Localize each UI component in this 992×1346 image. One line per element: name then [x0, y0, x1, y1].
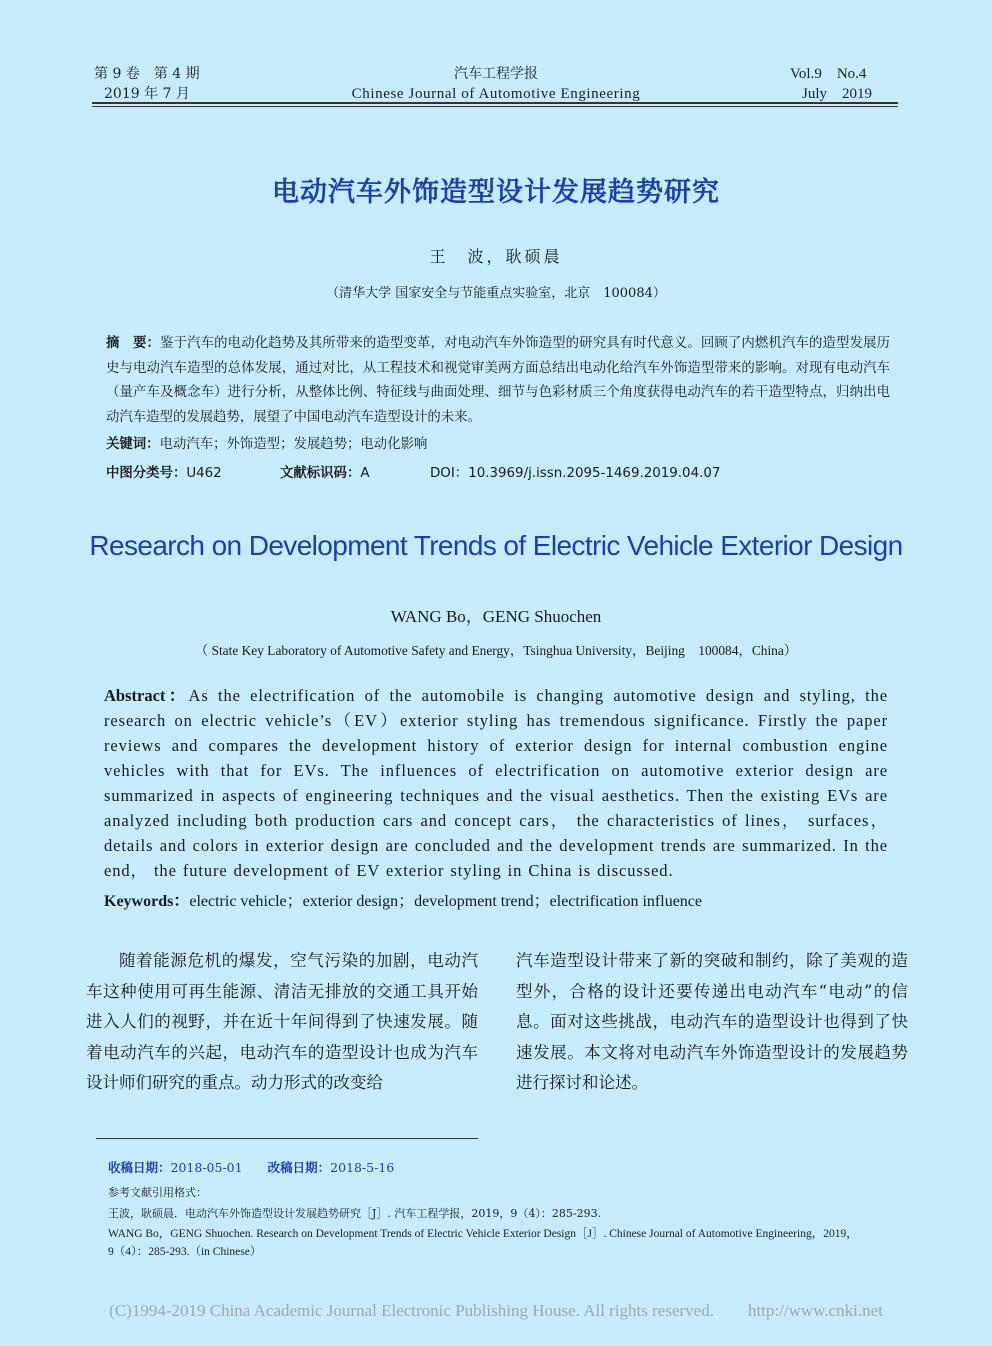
doc-code-label: 文献标识码：	[280, 466, 361, 481]
header-volume-cn: 第 9 卷 第 4 期	[94, 66, 200, 82]
keywords-cn-label: 关键词：	[106, 437, 160, 452]
classification-clc	[106, 464, 222, 484]
header-date-cn: 2019 年 7 月	[104, 86, 190, 102]
footnote-rule	[96, 1138, 478, 1139]
keywords-en	[104, 888, 702, 911]
keywords-cn	[106, 435, 427, 455]
copyright-notice: (C)1994-2019 China Academic Journal Electronic Publishing House. All rights reserved. http://www.cnki.net	[109, 1301, 883, 1320]
authors-cn: 王 波，耿硕晨	[429, 247, 563, 266]
header-rule-thin	[92, 106, 898, 107]
revised-value: 2018-5-16	[330, 1160, 395, 1175]
revised-label: 改稿日期：	[267, 1160, 331, 1175]
citation-en-line2: 9（4）：285-293.（in Chinese）	[108, 1246, 262, 1258]
body-column-right: 汽车造型设计带来了新的突破和制约，除了美观的造型外，合格的设计还要传递出电动汽车“电动”的信息。面对这些挑战，电动汽车的造型设计也得到了快速发展。本文将对电动汽车外饰造型设计的发展趋势进行探讨和论述。	[516, 951, 908, 1092]
keywords-en-label: Keywords：	[104, 893, 190, 910]
page-title-cn: 电动汽车外饰造型设计发展趋势研究	[272, 177, 720, 208]
page-title-en: Research on Development Trends of Electric Vehicle Exterior Design	[89, 530, 903, 561]
abstract-cn	[106, 332, 890, 430]
citation-en-line1: WANG Bo，GENG Shuochen. Research on Development Trends of Electric Vehicle Exterior Design［J］. Chinese Journal of Automotive Engineering，2019，	[108, 1228, 858, 1240]
keywords-cn-text: 电动汽车；外饰造型；发展趋势；电动化影响	[159, 437, 428, 452]
classification-doi	[430, 464, 720, 484]
affiliation-en: （ State Key Laboratory of Automotive Safety and Energy，Tsinghua University，Beijing 100084，China）	[194, 643, 798, 658]
abstract-en-label: Abstract：	[104, 686, 189, 705]
received-value: 2018-05-01	[170, 1160, 243, 1175]
header-rule	[92, 102, 898, 104]
classification-doc	[280, 464, 370, 484]
received-dates	[108, 1158, 394, 1176]
header-volume-en: Vol.9 No.4	[790, 66, 867, 82]
affiliation-cn: （清华大学 国家安全与节能重点实验室，北京 100084）	[326, 286, 666, 301]
abstract-en-text: As the electrification of the automobile is changing automotive design and styling, the research on electric vehicle’s（EV）exterior styling has tremendous significance. Firstly the paper reviews and compares the development history of exterior design for internal combustion engine vehicles with that for EVs. The influences of electrification on automotive exterior design are summarized in aspects of engineering techniques and the visual aesthetics. Then the existing EVs are analyzed including both production cars and concept cars， the characteristics of lines， surfaces，details and colors in exterior design are concluded and the development trends are summarized. In the end， the future development of EV exterior styling in China is discussed.	[104, 686, 889, 880]
doc-code-value: A	[360, 466, 370, 481]
keywords-en-text: electric vehicle；exterior design；development trend；electrification influence	[189, 893, 703, 910]
citation-cn: 王波，耿硕晨．电动汽车外饰造型设计发展趋势研究［J］. 汽车工程学报，2019，9（4）：285-293.	[108, 1207, 602, 1220]
abstract-cn-label: 摘 要：	[106, 336, 161, 351]
header-date-en: July 2019	[802, 86, 873, 102]
citation-label: 参考文献引用格式：	[108, 1186, 207, 1199]
doi-label: DOI：	[430, 466, 469, 481]
abstract-cn-text: 鉴于汽车的电动化趋势及其所带来的造型变革，对电动汽车外饰造型的研究具有时代意义。回顾了内燃机汽车的造型发展历史与电动汽车造型的总体发展，通过对比，从工程技术和视觉审美两方面总结出电动化给汽车外饰造型带来的影响。对现有电动汽车（量产车及概念车）进行分析，从整体比例、特征线与曲面处理、细节与色彩材质三个角度获得电动汽车的若干造型特点，归纳出电动汽车造型的发展趋势，展望了中国电动汽车造型设计的未来。	[106, 336, 890, 425]
header-journal-cn: 汽车工程学报	[454, 66, 538, 82]
body-column-left: 随着能源危机的爆发，空气污染的加剧，电动汽车这种使用可再生能源、清洁无排放的交通工具开始进入人们的视野，并在近十年间得到了快速发展。随着电动汽车的兴起，电动汽车的造型设计也成为汽车设计师们研究的重点。动力形式的改变给	[86, 951, 478, 1092]
authors-en: WANG Bo，GENG Shuochen	[390, 607, 602, 626]
received-label: 收稿日期：	[108, 1160, 171, 1175]
clc-value: U462	[186, 466, 222, 481]
clc-label: 中图分类号：	[106, 466, 187, 481]
header-journal-en: Chinese Journal of Automotive Engineering	[351, 86, 641, 102]
doi-value: 10.3969/j.issn.2095-1469.2019.04.07	[468, 466, 721, 481]
abstract-en	[104, 683, 888, 883]
